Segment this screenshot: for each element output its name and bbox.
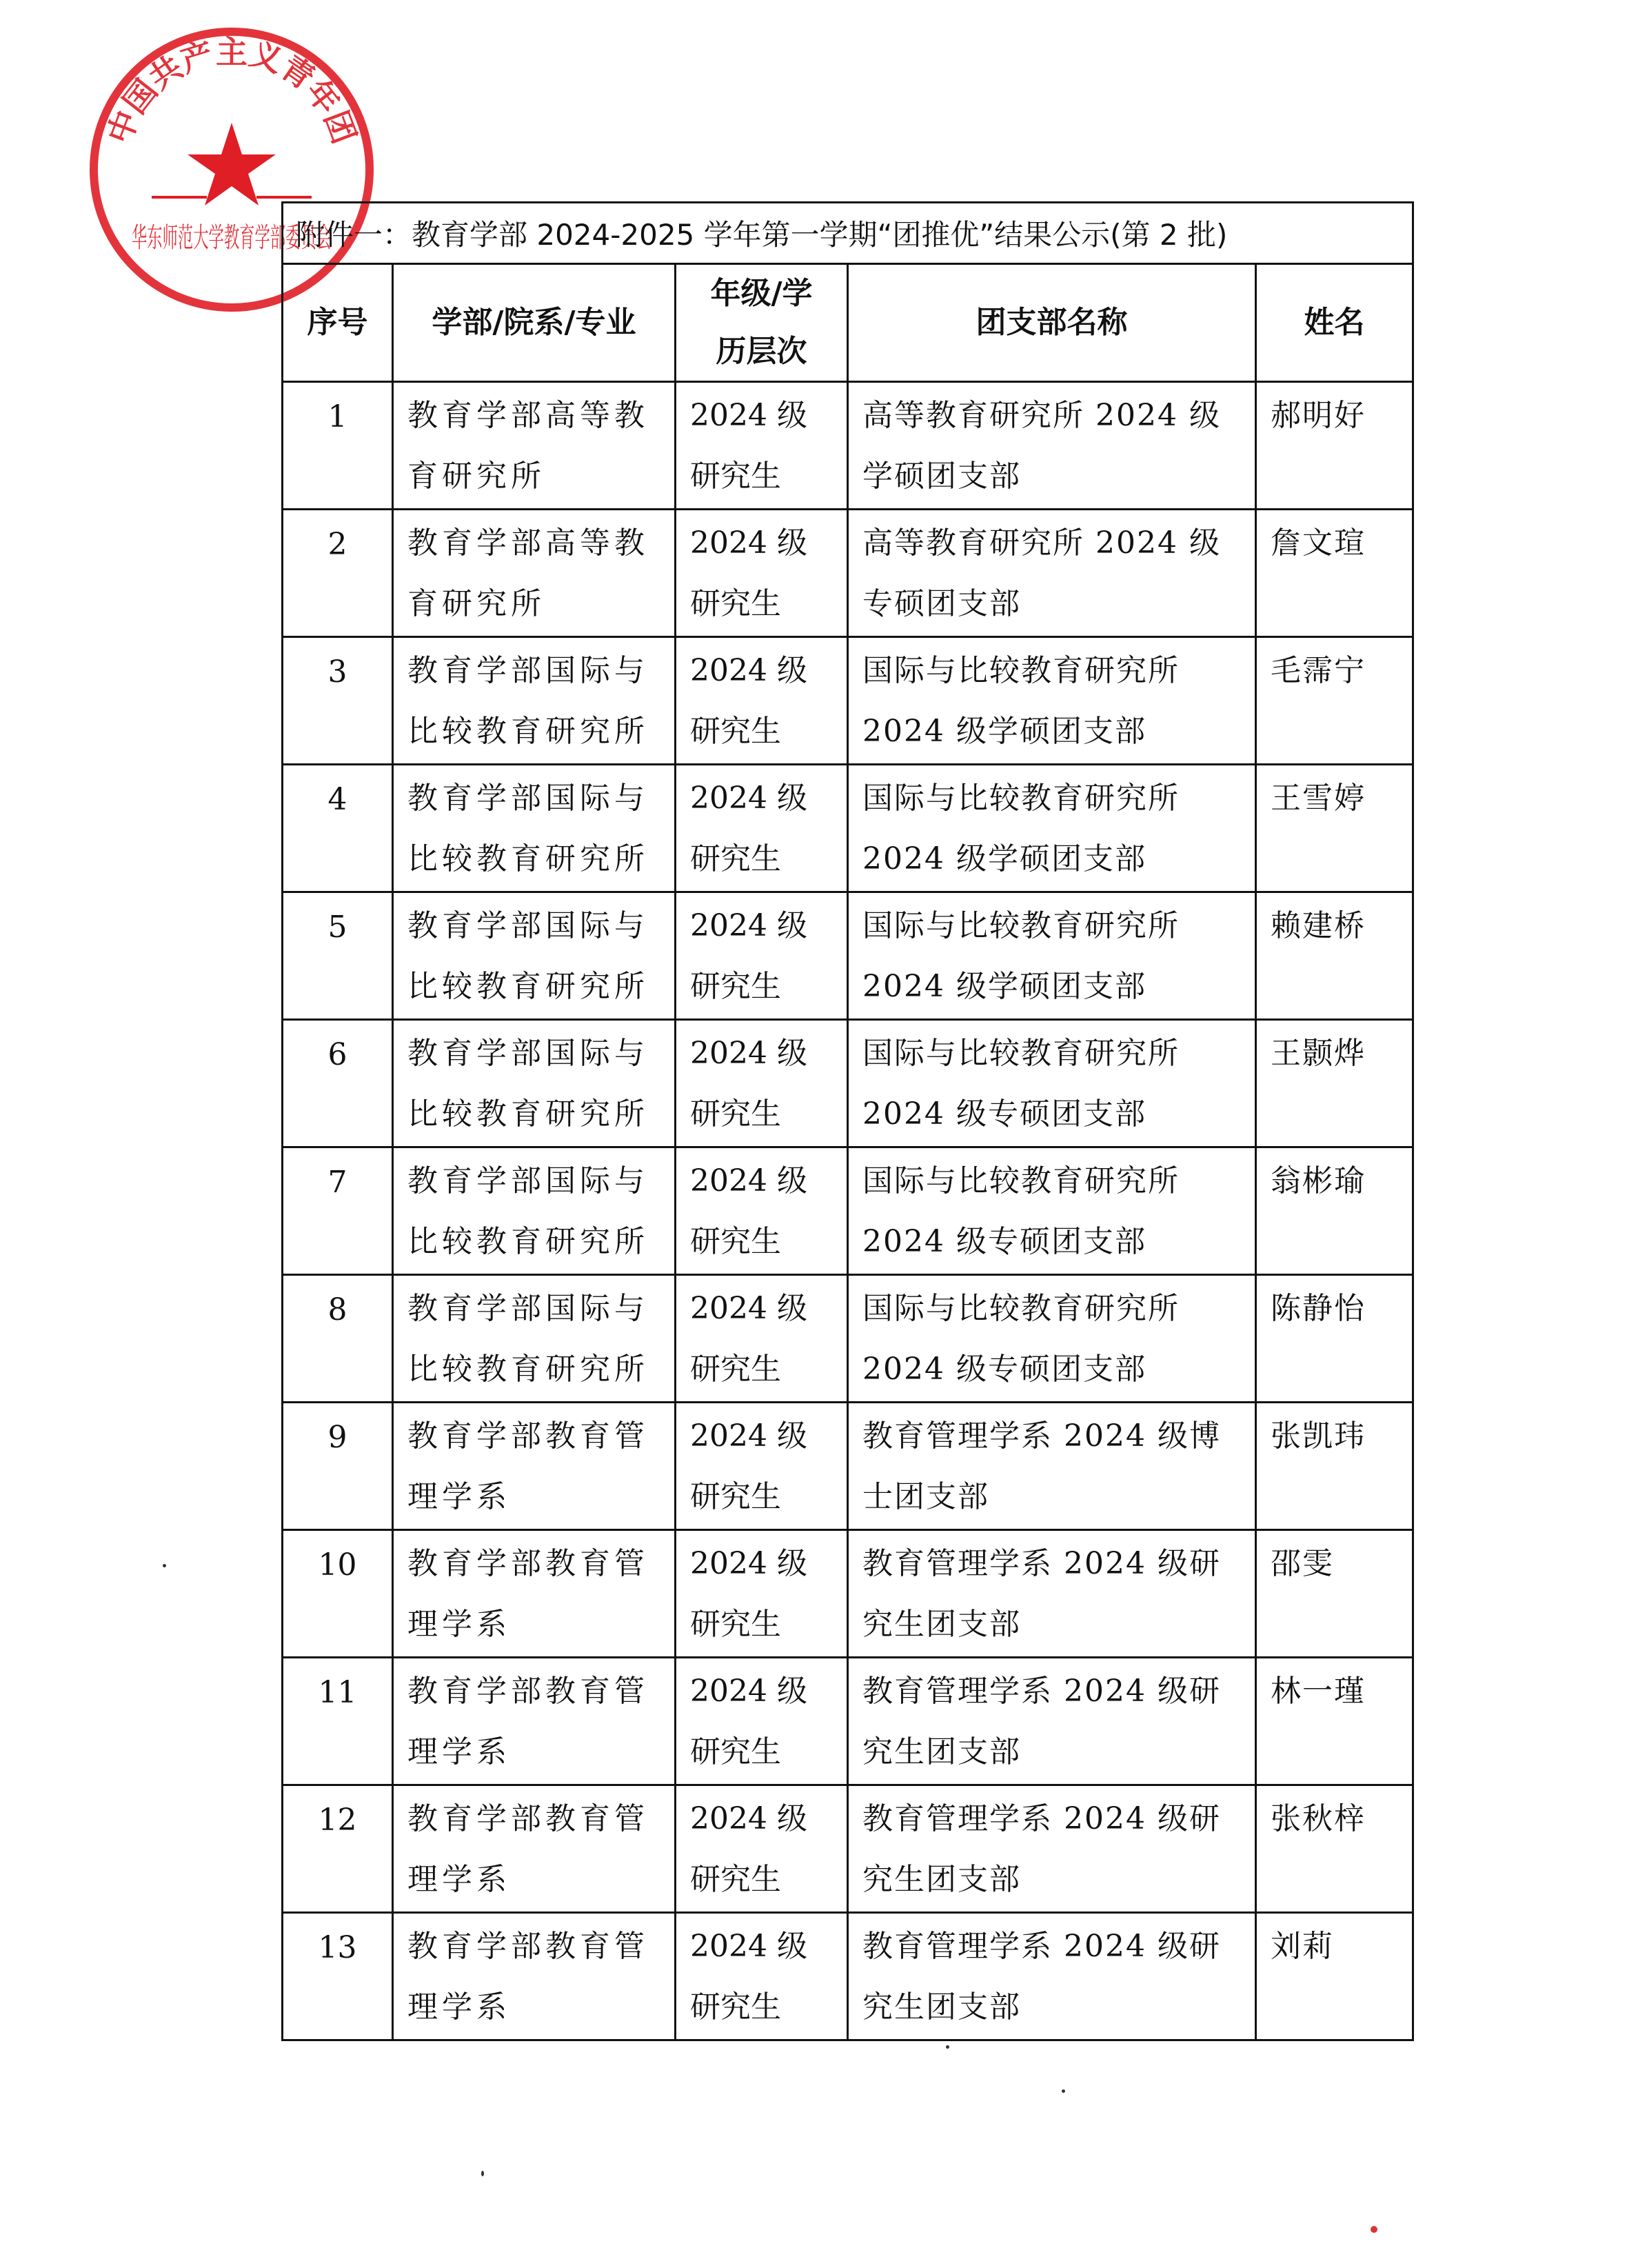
row-no: 7 <box>283 1147 393 1275</box>
row-no: 12 <box>283 1785 393 1913</box>
header-no: 序号 <box>283 264 393 382</box>
row-branch: 教育管理学系 2024 级博士团支部 <box>848 1403 1256 1530</box>
row-branch: 教育管理学系 2024 级研究生团支部 <box>848 1530 1256 1658</box>
row-branch: 国际与比较教育研究所 2024 级专硕团支部 <box>848 1275 1256 1403</box>
row-dept: 教育学部教育管理学系 <box>393 1785 676 1913</box>
row-no: 4 <box>283 765 393 892</box>
row-name: 张秋梓 <box>1256 1785 1413 1913</box>
row-grade: 2024 级研究生 <box>676 637 848 765</box>
row-name: 翁彬瑜 <box>1256 1147 1413 1275</box>
row-grade: 2024 级研究生 <box>676 1403 848 1530</box>
row-no: 13 <box>283 1913 393 2040</box>
row-no: 6 <box>283 1020 393 1147</box>
row-dept: 教育学部国际与比较教育研究所 <box>393 637 676 765</box>
table-row <box>283 637 1413 765</box>
row-grade: 2024 级研究生 <box>676 1020 848 1147</box>
row-branch: 高等教育研究所 2024 级专硕团支部 <box>848 510 1256 637</box>
row-dept: 教育学部教育管理学系 <box>393 1530 676 1658</box>
row-grade: 2024 级研究生 <box>676 1785 848 1913</box>
row-no: 1 <box>283 382 393 510</box>
row-name: 张凯玮 <box>1256 1403 1413 1530</box>
row-no: 9 <box>283 1403 393 1530</box>
row-grade: 2024 级研究生 <box>676 1658 848 1785</box>
row-branch: 教育管理学系 2024 级研究生团支部 <box>848 1913 1256 2040</box>
row-dept: 教育学部教育管理学系 <box>393 1913 676 2040</box>
table-row <box>283 1530 1413 1658</box>
row-branch: 国际与比较教育研究所 2024 级学硕团支部 <box>848 892 1256 1020</box>
seal-top-text: 中国共产主义青年团 <box>100 33 363 149</box>
row-grade: 2024 级研究生 <box>676 1275 848 1403</box>
row-dept: 教育学部国际与比较教育研究所 <box>393 765 676 892</box>
table-row <box>283 510 1413 637</box>
row-branch: 国际与比较教育研究所 2024 级专硕团支部 <box>848 1147 1256 1275</box>
row-dept: 教育学部国际与比较教育研究所 <box>393 892 676 1020</box>
seal-star-icon <box>188 123 276 205</box>
table-row <box>283 1020 1413 1147</box>
table-row <box>283 1403 1413 1530</box>
table-row <box>283 1785 1413 1913</box>
row-name: 王颢烨 <box>1256 1020 1413 1147</box>
row-branch: 国际与比较教育研究所 2024 级学硕团支部 <box>848 765 1256 892</box>
header-name: 姓名 <box>1256 264 1413 382</box>
row-dept: 教育学部教育管理学系 <box>393 1658 676 1785</box>
row-name: 陈静怡 <box>1256 1275 1413 1403</box>
header-grade: 年级/学历层次 <box>676 264 848 382</box>
row-dept: 教育学部教育管理学系 <box>393 1403 676 1530</box>
row-branch: 高等教育研究所 2024 级学硕团支部 <box>848 382 1256 510</box>
row-grade: 2024 级研究生 <box>676 892 848 1020</box>
row-name: 詹文瑄 <box>1256 510 1413 637</box>
row-grade: 2024 级研究生 <box>676 1913 848 2040</box>
row-branch: 教育管理学系 2024 级研究生团支部 <box>848 1658 1256 1785</box>
row-name: 刘莉 <box>1256 1913 1413 2040</box>
header-dept: 学部/院系/专业 <box>393 264 676 382</box>
seal-bottom-text: 华东师范大学教育学部委员会 <box>132 222 332 254</box>
row-branch: 教育管理学系 2024 级研究生团支部 <box>848 1785 1256 1913</box>
table-row <box>283 1147 1413 1275</box>
table-row <box>283 1658 1413 1785</box>
row-dept: 教育学部国际与比较教育研究所 <box>393 1147 676 1275</box>
row-dept: 教育学部高等教育研究所 <box>393 382 676 510</box>
row-grade: 2024 级研究生 <box>676 382 848 510</box>
table-row <box>283 765 1413 892</box>
row-grade: 2024 级研究生 <box>676 765 848 892</box>
table-row <box>283 382 1413 510</box>
row-grade: 2024 级研究生 <box>676 1147 848 1275</box>
table-row <box>283 1275 1413 1403</box>
row-name: 郝明好 <box>1256 382 1413 510</box>
row-name: 赖建桥 <box>1256 892 1413 1020</box>
row-branch: 国际与比较教育研究所 2024 级专硕团支部 <box>848 1020 1256 1147</box>
row-no: 11 <box>283 1658 393 1785</box>
row-branch: 国际与比较教育研究所 2024 级学硕团支部 <box>848 637 1256 765</box>
row-no: 8 <box>283 1275 393 1403</box>
row-grade: 2024 级研究生 <box>676 1530 848 1658</box>
row-name: 林一瑾 <box>1256 1658 1413 1785</box>
row-grade: 2024 级研究生 <box>676 510 848 637</box>
row-no: 10 <box>283 1530 393 1658</box>
row-dept: 教育学部国际与比较教育研究所 <box>393 1020 676 1147</box>
row-no: 5 <box>283 892 393 1020</box>
table-row <box>283 892 1413 1020</box>
row-no: 3 <box>283 637 393 765</box>
row-dept: 教育学部国际与比较教育研究所 <box>393 1275 676 1403</box>
row-name: 毛霈宁 <box>1256 637 1413 765</box>
document-title: 附件一：教育学部 2024-2025 学年第一学期“团推优”结果公示(第 2 批) <box>283 203 1413 264</box>
row-name: 王雪婷 <box>1256 765 1413 892</box>
results-table <box>281 201 1414 2041</box>
row-no: 2 <box>283 510 393 637</box>
header-branch: 团支部名称 <box>848 264 1256 382</box>
row-dept: 教育学部高等教育研究所 <box>393 510 676 637</box>
table-row <box>283 1913 1413 2040</box>
row-name: 邵雯 <box>1256 1530 1413 1658</box>
